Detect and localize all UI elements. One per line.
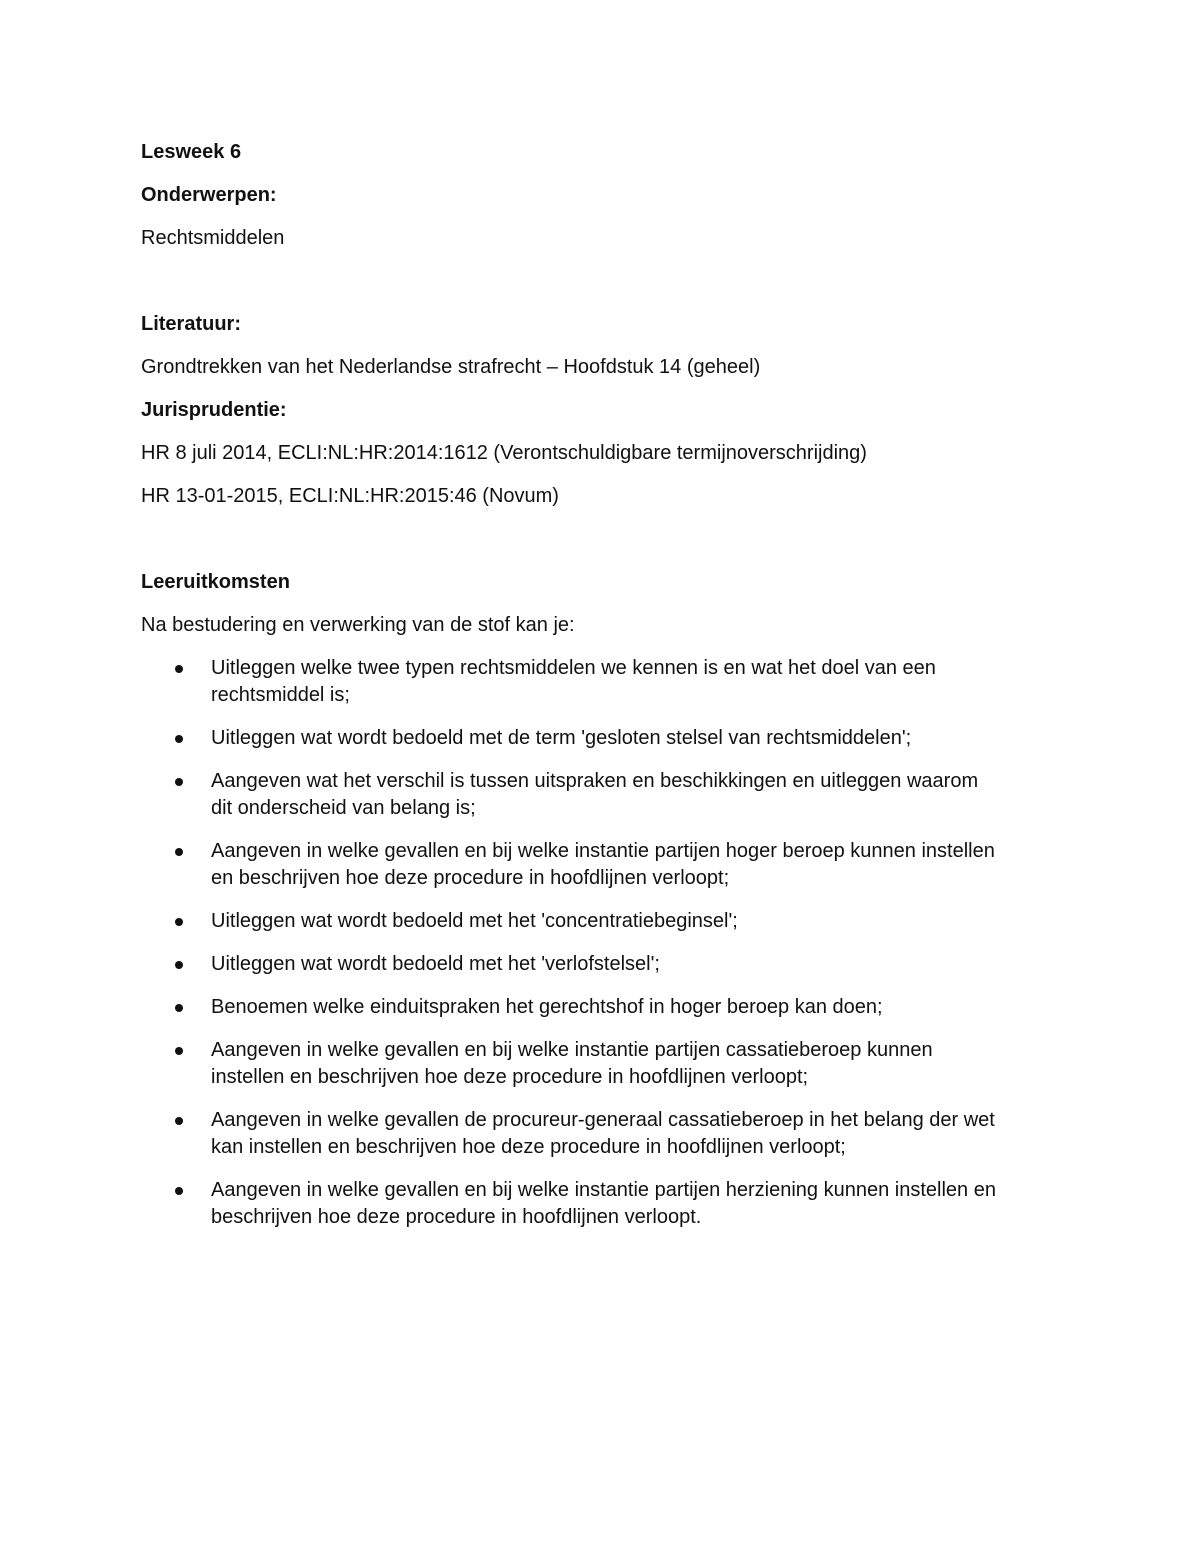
bullet-icon xyxy=(175,918,183,926)
list-item-line: Aangeven in welke gevallen en bij welke instantie partijen cassatieberoep kunnen xyxy=(211,1039,933,1061)
bullet-icon xyxy=(175,778,183,786)
list-item xyxy=(141,1177,1071,1231)
bullet-icon xyxy=(175,1047,183,1055)
bullet-icon xyxy=(175,1004,183,1012)
list-item-line: dit onderscheid van belang is; xyxy=(211,797,476,819)
case-law-heading: Jurisprudentie: xyxy=(141,399,287,421)
bullet-icon xyxy=(175,735,183,743)
list-item-line: rechtsmiddel is; xyxy=(211,684,350,706)
topics-heading: Onderwerpen: xyxy=(141,184,277,206)
list-item xyxy=(141,1107,1071,1161)
list-item-line: instellen en beschrijven hoe deze procedure in hoofdlijnen verloopt; xyxy=(211,1066,809,1088)
bullet-icon xyxy=(175,665,183,673)
outcomes-heading: Leeruitkomsten xyxy=(141,571,290,593)
case-law-item: HR 13-01-2015, ECLI:NL:HR:2015:46 (Novum) xyxy=(141,485,559,507)
week-title: Lesweek 6 xyxy=(141,141,242,163)
list-item-line: Uitleggen welke twee typen rechtsmiddelen we kennen is en wat het doel van een xyxy=(211,657,936,679)
list-item xyxy=(141,951,1071,978)
outcomes-intro: Na bestudering en verwerking van de stof kan je: xyxy=(141,614,575,636)
document-page xyxy=(141,139,1071,1247)
list-item xyxy=(141,994,1071,1021)
list-item-line: beschrijven hoe deze procedure in hoofdlijnen verloopt. xyxy=(211,1206,702,1228)
list-item xyxy=(141,1037,1071,1091)
bullet-icon xyxy=(175,1187,183,1195)
list-item xyxy=(141,908,1071,935)
bullet-icon xyxy=(175,961,183,969)
list-item xyxy=(141,725,1071,752)
list-item-line: Benoemen welke einduitspraken het gerechtshof in hoger beroep kan doen; xyxy=(211,996,883,1018)
bullet-icon xyxy=(175,848,183,856)
list-item-line: Uitleggen wat wordt bedoeld met het 'verlofstelsel'; xyxy=(211,953,660,975)
list-item-line: Uitleggen wat wordt bedoeld met de term 'gesloten stelsel van rechtsmiddelen'; xyxy=(211,727,912,749)
list-item xyxy=(141,655,1071,709)
list-item xyxy=(141,838,1071,892)
literature-text: Grondtrekken van het Nederlandse strafrecht – Hoofdstuk 14 (geheel) xyxy=(141,356,761,378)
outcomes-list xyxy=(141,655,1071,1231)
list-item xyxy=(141,768,1071,822)
list-item-line: Aangeven in welke gevallen en bij welke instantie partijen herziening kunnen instellen en xyxy=(211,1179,996,1201)
list-item-line: Aangeven wat het verschil is tussen uitspraken en beschikkingen en uitleggen waarom xyxy=(211,770,979,792)
topics-text: Rechtsmiddelen xyxy=(141,227,285,249)
case-law-item: HR 8 juli 2014, ECLI:NL:HR:2014:1612 (Verontschuldigbare termijnoverschrijding) xyxy=(141,442,867,464)
literature-heading: Literatuur: xyxy=(141,313,241,335)
list-item-line: en beschrijven hoe deze procedure in hoofdlijnen verloopt; xyxy=(211,867,730,889)
list-item-line: Aangeven in welke gevallen de procureur-generaal cassatieberoep in het belang der wet xyxy=(211,1109,995,1131)
list-item-line: Uitleggen wat wordt bedoeld met het 'concentratiebeginsel'; xyxy=(211,910,738,932)
bullet-icon xyxy=(175,1117,183,1125)
list-item-line: kan instellen en beschrijven hoe deze procedure in hoofdlijnen verloopt; xyxy=(211,1136,846,1158)
list-item-line: Aangeven in welke gevallen en bij welke instantie partijen hoger beroep kunnen instellen xyxy=(211,840,995,862)
